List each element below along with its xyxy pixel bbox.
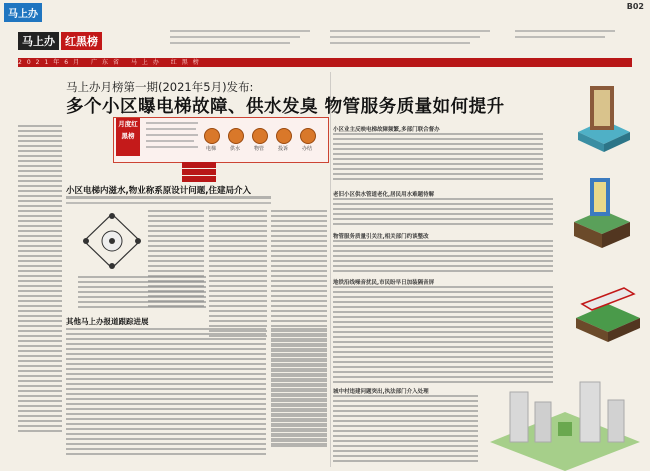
elevator-icon bbox=[204, 128, 220, 144]
done-icon bbox=[300, 128, 316, 144]
masthead-text-line bbox=[330, 42, 470, 44]
brand-part: 红黑榜 bbox=[61, 32, 102, 50]
article-heading: 城中村违建问题突出,执法部门介入处理 bbox=[333, 389, 429, 395]
city-blocks-illustration bbox=[480, 372, 650, 471]
summary-line bbox=[146, 128, 196, 130]
masthead-text-line bbox=[330, 36, 480, 38]
text-column bbox=[333, 286, 553, 386]
date-band: 2021年6月 广东省 马上办 红黑榜 bbox=[18, 58, 632, 67]
text-column bbox=[209, 210, 267, 340]
masthead-text-line bbox=[515, 30, 615, 32]
text-column bbox=[333, 133, 543, 183]
train-cube-illustration bbox=[572, 272, 644, 344]
masthead-text-line bbox=[170, 30, 310, 32]
summary-line bbox=[146, 122, 198, 124]
brand-part: 马上办 bbox=[18, 32, 59, 50]
stat-label: 物管 bbox=[253, 146, 264, 152]
stat-label: 办结 bbox=[301, 146, 312, 152]
section-title: 其他马上办报道跟踪进展 bbox=[66, 317, 149, 326]
headline: 多个小区曝电梯故障、供水发臭 物管服务质量如何提升 bbox=[66, 97, 505, 117]
elevator-diagram bbox=[78, 210, 146, 272]
water-icon bbox=[228, 128, 244, 144]
section-title: 小区电梯内滋水,物业称系原设计问题,住建局介入 bbox=[66, 186, 251, 196]
text-column bbox=[271, 328, 327, 448]
article-heading: 小区业主反映电梯故障频繁,多部门联合督办 bbox=[333, 127, 440, 133]
summary-line bbox=[146, 146, 198, 148]
section-subtitle-line bbox=[66, 202, 271, 204]
summary-line bbox=[146, 134, 198, 136]
fence-cube-illustration bbox=[570, 170, 634, 250]
text-column bbox=[78, 276, 206, 311]
stat-label: 供水 bbox=[229, 146, 240, 152]
article-heading: 老旧小区供水管道老化,居民用水难题待解 bbox=[333, 192, 435, 198]
masthead-brand bbox=[18, 32, 102, 50]
kicker: 马上办月榜第一期(2021年5月)发布: bbox=[66, 80, 254, 94]
text-column bbox=[333, 395, 478, 465]
text-column bbox=[333, 198, 553, 228]
text-column bbox=[66, 328, 266, 458]
building-cube-illustration bbox=[572, 76, 636, 154]
property-icon bbox=[252, 128, 268, 144]
masthead-text-line bbox=[170, 42, 290, 44]
page-number: B02 bbox=[626, 2, 644, 11]
red-chip bbox=[182, 169, 216, 175]
complaint-icon bbox=[276, 128, 292, 144]
stat-label: 电梯 bbox=[205, 146, 216, 152]
text-column bbox=[333, 240, 553, 275]
masthead-text-line bbox=[170, 36, 300, 38]
left-column-text bbox=[18, 125, 62, 435]
section-tag: 马上办 bbox=[4, 3, 42, 22]
red-chip bbox=[182, 176, 216, 182]
red-chip bbox=[182, 162, 216, 168]
section-subtitle-line bbox=[66, 196, 271, 199]
stat-label: 投诉 bbox=[277, 146, 288, 152]
masthead-text-line bbox=[515, 36, 605, 38]
article-heading: 地铁沿线噪音扰民,市民盼早日加装隔音屏 bbox=[333, 280, 435, 286]
summary-label: 月度红黑榜 bbox=[116, 118, 140, 156]
masthead-text-line bbox=[330, 30, 490, 32]
article-heading: 物管服务质量引关注,相关部门约谈整改 bbox=[333, 234, 429, 240]
column-divider bbox=[330, 72, 331, 467]
summary-line bbox=[146, 140, 194, 142]
